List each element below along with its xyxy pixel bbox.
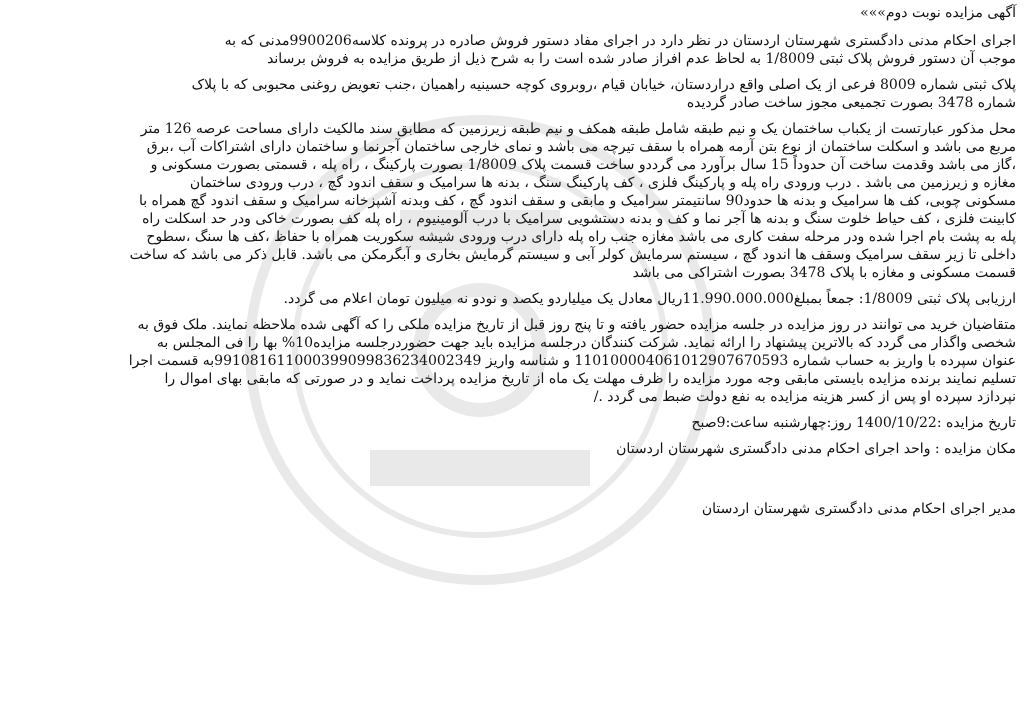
description-line: ،گاز می باشد وقدمت ساخت آن حدوداً 15 سال برآورد می گرددو ساخت قسمت پلاک 1/8009 بصورت پارکینگ ، راه پله ، قسمتی بصورت مسکونی و (150, 157, 1016, 173)
intro-line: موجب آن دستور فروش پلاک ثبتی 1/8009 به لحاظ عدم افراز صادر شده است را به شرح ذیل از طریق مزایده به فروش برساند (267, 51, 1016, 67)
description-line: مغازه و زیرزمین می باشد . درب ورودی راه پله و پارکینگ فلزی ، کف پارکینگ سنگ ، بدنه ها سرامیک و سقف اندود گچ ، درب ورودی ساختمان (189, 175, 1016, 191)
description-line: پله به پشت بام اجرا شده ودر مرحله سفت کاری می باشد مغازه جنب راه پله دارای درب ورودی شیشه سکوریت همراه با حفاظ ،کف ها سنگ ،سطوح (146, 229, 1016, 245)
terms-line: متقاضیان خرید می توانند در روز مزایده در جلسه مزایده حضور یافته و تا پنج روز قبل از تاریخ مزایده ملکی را که آگهی شده ملاحظه نمایند. ملک فوق به (137, 317, 1016, 333)
terms-line: عنوان سپرده با واریز به حساب شماره 110100004061012907670593 و شناسه واریز 991081611000399099836234002349به قسمت اجرا (128, 353, 1016, 369)
plot-line: پلاک ثبتی شماره 8009 فرعی از یک اصلی واقع دراردستان، خیابان قیام ،روبروی کوچه حسینیه راهمیان ،جنب تعویض روغنی محبوبی که با پلاک (191, 77, 1016, 93)
description-line: قسمت مسکونی و مغازه با پلاک 3478 بصورت اشتراکی می باشد (632, 265, 1016, 281)
description-line: مربع می باشد و اسکلت ساختمان از نوع بتن آرمه همراه با سقف تیرچه می باشد و نمای خارجی ساختمان آجرنما و ساختمان دارای اشتراکات آب ،برق (146, 139, 1016, 155)
terms-line: شخصی واگذار می گردد که بالاترین پیشنهاد را ارائه نماید. شرکت کنندگان درجلسه مزایده باید جهت حضوردرجلسه مزایده10% بها را فی المجلس به (156, 335, 1016, 351)
notice-heading: آگهی مزایده نوبت دوم»»» (860, 5, 1016, 21)
description-line: کابینت فلزی ، کف حیاط خلوت سنگ و بدنه ها آجر نما و کف و بدنه دستشویی سرامیک با درب آلومینیوم ، راه پله کف بصورت خاکی ودر حد اسکلت راه (142, 211, 1016, 227)
intro-paragraph (8, 32, 1016, 68)
signature-line: مدیر اجرای احکام مدنی دادگستری شهرستان اردستان (701, 501, 1016, 517)
description-line: مسکونی چوبی، کف ها سرامیک و بدنه ها حدود90 سانتیمتر سرامیک و مابقی و سقف اندود گچ ، کف وبدنه آشپزخانه سرامیک و سقف اندود گچ همراه با (138, 193, 1016, 209)
plot-paragraph (8, 76, 1016, 112)
intro-line: اجرای احکام مدنی دادگستری شهرستان اردستان در نظر دارد در اجرای مفاد دستور فروش صادره در پرونده کلاسه9900206مدنی که به (224, 33, 1016, 49)
terms-paragraph (8, 316, 1016, 406)
plot-line: شماره 3478 بصورت تجمیعی مجوز ساخت صادر گردیده (686, 95, 1016, 111)
terms-line: تسلیم نمایند برنده مزایده بایستی مابقی وجه مورد مزایده را ظرف مهلت یک ماه از تاریخ مزایده پرداخت نماید و در صورتی که مابقی بهای اموال را (164, 371, 1016, 387)
valuation-line: ارزیابی پلاک ثبتی 1/8009: جمعاً بمبلغ11.990.000.000ریال معادل یک میلیاردو یکصد و نودو نه میلیون تومان اعلام می گردد. (283, 291, 1016, 307)
terms-line: نپردازد سپرده او پس از کسر هزینه مزایده به نفع دولت ضبط می گردد ./ (593, 389, 1016, 405)
description-line: داخلی تا زیر سقف سرامیک وسقف ها اندود گچ ، سیستم سرمایش کولر آبی و سیستم گرمایش بخاری و آبگرمکن می باشد. قابل ذکر می باشد که ساخت (129, 247, 1016, 263)
auction-place-line: مکان مزایده : واحد اجرای احکام مدنی دادگستری شهرستان اردستان (616, 441, 1016, 457)
description-line: محل مذکور عبارتست از یکباب ساختمان یک و نیم طبقه شامل طبقه همکف و نیم طبقه زیرزمین که مطابق سند مالکیت دارای مساحت عرصه 126 متر (140, 121, 1016, 137)
auction-date-line: تاریخ مزایده :1400/10/22 روز:چهارشنبه ساعت:9صبح (691, 415, 1016, 431)
description-paragraph (8, 120, 1016, 282)
signature-spacer (8, 466, 1016, 500)
